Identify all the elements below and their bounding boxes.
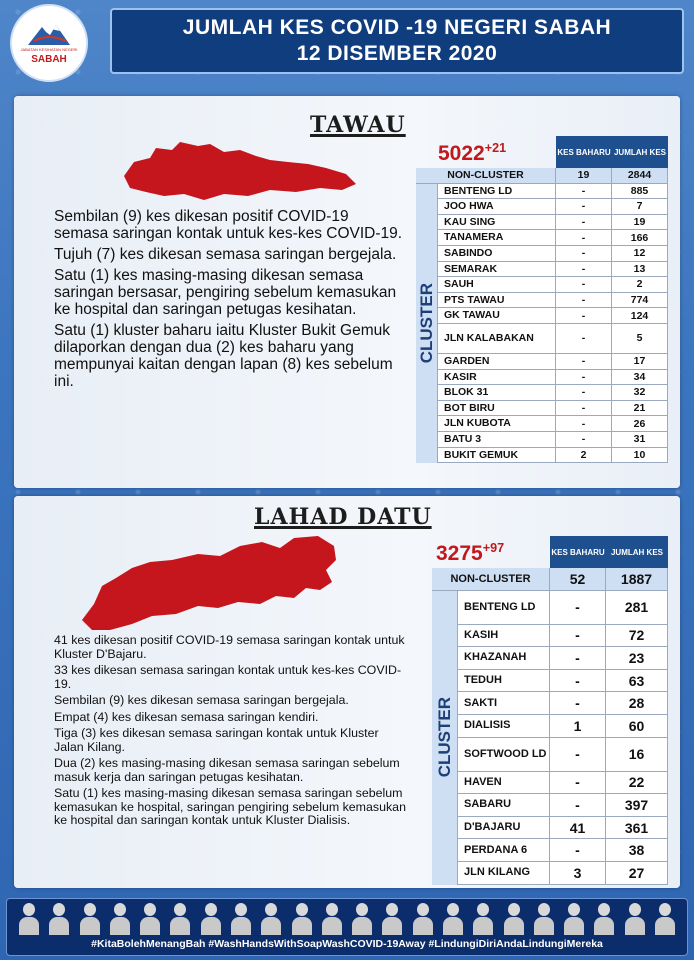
total-cases: 5022	[438, 142, 485, 165]
tawau-paragraph: Tujuh (7) kes dikesan semasa saringan bergejala.	[54, 246, 397, 263]
district-title: LAHAD DATU	[254, 504, 432, 530]
table-row	[438, 230, 668, 246]
person-icon	[17, 901, 41, 935]
column-header-new: KES BAHARU	[556, 136, 612, 168]
row-new: -	[550, 794, 606, 816]
row-new: -	[550, 670, 606, 692]
page-date: 12 DISEMBER 2020	[296, 42, 498, 65]
column-header-total: JUMLAH KES	[612, 136, 668, 168]
row-name: JLN KUBOTA	[438, 416, 556, 431]
row-total: 17	[612, 354, 668, 369]
row-name: KAU SING	[438, 215, 556, 230]
row-total: 1887	[606, 568, 668, 590]
row-name: BLOK 31	[438, 385, 556, 400]
row-name: PTS TAWAU	[438, 293, 556, 308]
row-total: 361	[606, 817, 668, 839]
row-total: 397	[606, 794, 668, 816]
row-name: HAVEN	[458, 772, 550, 794]
row-total: 60	[606, 715, 668, 737]
person-icon	[441, 901, 465, 935]
row-new: -	[556, 401, 612, 416]
district-total	[438, 141, 506, 166]
person-icon	[623, 901, 647, 935]
row-name: BOT BIRU	[438, 401, 556, 416]
ld-paragraph: Empat (4) kes dikesan semasa saringan kendiri.	[54, 709, 319, 724]
table-body	[416, 168, 668, 463]
table-row	[438, 246, 668, 262]
table-row	[438, 401, 668, 417]
row-name: D'BAJARU	[458, 817, 550, 839]
frontliner-figures	[17, 901, 677, 937]
lahad-datu-map-icon	[80, 534, 340, 634]
row-new: -	[550, 591, 606, 624]
ld-paragraph: Sembilan (9) kes dikesan semasa saringan bergejala.	[54, 693, 349, 707]
row-new: -	[556, 370, 612, 385]
row-name: SABARU	[458, 794, 550, 816]
row-total: 23	[606, 647, 668, 669]
person-icon	[78, 901, 102, 935]
title-banner	[110, 8, 684, 74]
person-icon	[47, 901, 71, 935]
total-cases: 3275	[436, 542, 483, 565]
row-total: 5	[612, 324, 668, 353]
row-name: BATU 3	[438, 432, 556, 447]
row-name: GARDEN	[438, 354, 556, 369]
row-name: GK TAWAU	[438, 308, 556, 323]
row-total: 7	[612, 199, 668, 214]
row-name: JOO HWA	[438, 199, 556, 214]
row-new: -	[550, 839, 606, 861]
row-new: -	[556, 215, 612, 230]
row-name: JLN KALABAKAN	[438, 324, 556, 353]
person-icon	[290, 901, 314, 935]
sabah-health-logo	[10, 4, 88, 82]
table-row	[458, 670, 668, 693]
table-row	[458, 591, 668, 625]
logo-text: SABAH	[31, 54, 67, 65]
cluster-block	[432, 591, 668, 885]
row-new: -	[556, 199, 612, 214]
table-row	[458, 817, 668, 840]
row-total: 63	[606, 670, 668, 692]
district-title: TAWAU	[310, 112, 406, 138]
table-row-non-cluster	[416, 168, 668, 184]
row-total: 27	[606, 862, 668, 884]
table-row	[458, 692, 668, 715]
person-icon	[229, 901, 253, 935]
table-row	[438, 324, 668, 354]
row-total: 28	[606, 692, 668, 714]
person-icon	[562, 901, 586, 935]
row-new: -	[556, 354, 612, 369]
row-new: -	[550, 772, 606, 794]
row-new: -	[550, 625, 606, 647]
table-row	[438, 448, 668, 464]
footer-banner	[6, 898, 688, 956]
row-total: 2	[612, 277, 668, 292]
ld-paragraph: Satu (1) kes masing-masing dikesan semasa saringan sebelum kemasukan ke hospital, saringan pengiring sebelum kemasukan ke hospital dan saringan kontak untuk Kluster Dialisis.	[54, 786, 406, 827]
table-row-non-cluster	[432, 568, 668, 591]
person-icon	[471, 901, 495, 935]
person-icon	[653, 901, 677, 935]
row-name: BUKIT GEMUK	[438, 448, 556, 463]
row-total: 21	[612, 401, 668, 416]
row-new: -	[556, 416, 612, 431]
table-row	[458, 772, 668, 795]
row-new: -	[556, 246, 612, 261]
header	[0, 0, 694, 86]
table-row	[438, 199, 668, 215]
row-total: 38	[606, 839, 668, 861]
row-name: BENTENG LD	[438, 184, 556, 199]
row-name: NON-CLUSTER	[432, 568, 550, 590]
table-row	[438, 277, 668, 293]
tawau-paragraph: Sembilan (9) kes dikesan positif COVID-19 semasa saringan kontak untuk kes-kes COVID-19.	[54, 208, 403, 242]
row-total: 16	[606, 738, 668, 771]
ld-paragraph: 41 kes dikesan positif COVID-19 semasa saringan kontak untuk Kluster D'Bajaru.	[54, 633, 405, 661]
row-new: 52	[550, 568, 606, 590]
person-icon	[259, 901, 283, 935]
person-icon	[138, 901, 162, 935]
row-name: BENTENG LD	[458, 591, 550, 624]
tawau-paragraph: Satu (1) kes masing-masing dikesan semasa saringan bersasar, pengiring sebelum kemasukan ke hospital dan saringan petugas kesihatan.	[54, 267, 397, 318]
table-row	[458, 794, 668, 817]
table-row	[458, 625, 668, 648]
row-total: 124	[612, 308, 668, 323]
column-header-total: JUMLAH KES	[606, 536, 668, 568]
row-total: 72	[606, 625, 668, 647]
table-row	[438, 385, 668, 401]
row-name: SOFTWOOD LD	[458, 738, 550, 771]
row-new: 41	[550, 817, 606, 839]
row-total: 885	[612, 184, 668, 199]
logo-subtext: JABATAN KESIHATAN NEGERI	[20, 47, 78, 52]
row-total: 22	[606, 772, 668, 794]
table-row	[458, 715, 668, 738]
row-new: 19	[556, 168, 612, 183]
row-new: -	[556, 277, 612, 292]
row-total: 26	[612, 416, 668, 431]
row-new: -	[550, 738, 606, 771]
person-icon	[411, 901, 435, 935]
row-name: PERDANA 6	[458, 839, 550, 861]
row-name: SAUH	[438, 277, 556, 292]
tawau-description	[54, 208, 404, 394]
row-name: SEMARAK	[438, 262, 556, 277]
table-row	[438, 293, 668, 309]
row-total: 13	[612, 262, 668, 277]
row-name: SABINDO	[438, 246, 556, 261]
district-total	[436, 541, 504, 566]
new-cases: +21	[484, 141, 507, 155]
tawau-paragraph: Satu (1) kluster baharu iaitu Kluster Bukit Gemuk dilaporkan dengan dua (2) kes baharu yang mempunyai kaitan dengan lapan (8) kes sebelum ini.	[54, 322, 393, 390]
row-new: -	[556, 324, 612, 353]
row-name: KHAZANAH	[458, 647, 550, 669]
column-header-new: KES BAHARU	[550, 536, 606, 568]
ld-paragraph: Dua (2) kes masing-masing dikesan semasa saringan sebelum masuk kerja dan saringan petugas kesihatan.	[54, 756, 400, 784]
table-row	[458, 738, 668, 772]
person-icon	[532, 901, 556, 935]
person-icon	[350, 901, 374, 935]
row-new: -	[556, 262, 612, 277]
tawau-panel	[14, 96, 680, 488]
row-new: -	[556, 308, 612, 323]
table-body	[432, 568, 668, 885]
person-icon	[168, 901, 192, 935]
row-total: 166	[612, 230, 668, 245]
row-new: -	[556, 293, 612, 308]
row-new: -	[556, 230, 612, 245]
row-new: -	[556, 432, 612, 447]
row-new: 2	[556, 448, 612, 463]
table-row	[458, 862, 668, 885]
lahad-datu-panel	[14, 496, 680, 888]
row-new: -	[550, 647, 606, 669]
row-name: TANAMERA	[438, 230, 556, 245]
mountain-logo-icon	[26, 21, 72, 47]
table-row	[438, 432, 668, 448]
person-icon	[320, 901, 344, 935]
table-row	[438, 370, 668, 386]
person-icon	[502, 901, 526, 935]
row-name: KASIH	[458, 625, 550, 647]
cluster-label-text: CLUSTER	[416, 283, 436, 364]
ld-paragraph: 33 kes dikesan semasa saringan kontak untuk kes-kes COVID-19.	[54, 663, 402, 691]
page-title: JUMLAH KES COVID -19 NEGERI SABAH	[182, 16, 612, 39]
row-total: 19	[612, 215, 668, 230]
row-new: -	[550, 692, 606, 714]
cluster-label	[416, 184, 438, 464]
row-total: 2844	[612, 168, 668, 183]
row-new: 1	[550, 715, 606, 737]
row-name: NON-CLUSTER	[416, 168, 556, 183]
row-name: KASIR	[438, 370, 556, 385]
table-row	[438, 184, 668, 200]
new-cases: +97	[482, 541, 505, 555]
person-icon	[380, 901, 404, 935]
table-row	[438, 416, 668, 432]
table-row	[438, 215, 668, 231]
table-row	[438, 354, 668, 370]
table-row	[458, 647, 668, 670]
row-total: 32	[612, 385, 668, 400]
table-row	[438, 262, 668, 278]
row-name: SAKTI	[458, 692, 550, 714]
tawau-map-icon	[120, 140, 360, 202]
table-row	[438, 308, 668, 324]
row-new: -	[556, 184, 612, 199]
row-new: 3	[550, 862, 606, 884]
table-row	[458, 839, 668, 862]
row-total: 774	[612, 293, 668, 308]
row-name: JLN KILANG	[458, 862, 550, 884]
row-new: -	[556, 385, 612, 400]
hashtags: #KitaBolehMenangBah #WashHandsWithSoapWashCOVID-19Away #LindungiDiriAndaLindungiMereka	[91, 938, 603, 950]
row-name: TEDUH	[458, 670, 550, 692]
cluster-block	[416, 184, 668, 464]
lahad-datu-description	[54, 634, 409, 831]
row-total: 12	[612, 246, 668, 261]
cluster-label	[432, 591, 458, 885]
row-total: 31	[612, 432, 668, 447]
person-icon	[592, 901, 616, 935]
cluster-label-text: CLUSTER	[434, 697, 454, 778]
row-total: 281	[606, 591, 668, 624]
person-icon	[199, 901, 223, 935]
row-name: DIALISIS	[458, 715, 550, 737]
person-icon	[108, 901, 132, 935]
ld-paragraph: Tiga (3) kes dikesan semasa saringan kontak untuk Kluster Jalan Kilang.	[54, 726, 379, 754]
row-total: 10	[612, 448, 668, 463]
row-total: 34	[612, 370, 668, 385]
